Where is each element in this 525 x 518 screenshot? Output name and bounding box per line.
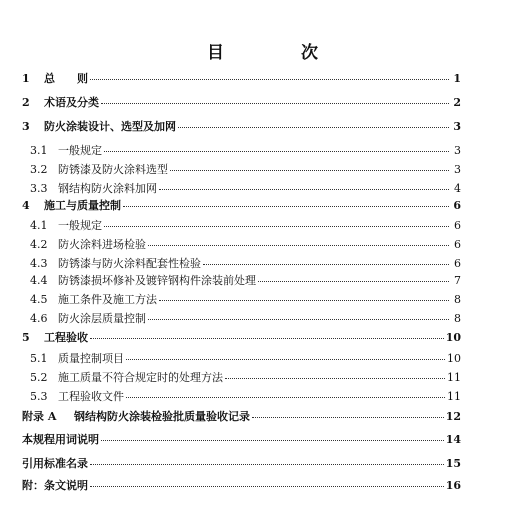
toc-entry[interactable] [30,161,461,175]
toc-entry-page-number: 6 [453,199,461,212]
dot-leader [90,463,444,465]
toc-entry-page-number: 6 [454,257,461,270]
dot-leader [170,169,449,171]
toc-entry-label: 附：条文说明 [22,479,88,492]
toc-entry-label: 一般规定 [58,144,102,157]
toc-entry-page-number: 3 [453,120,461,133]
toc-entry-page-number: 8 [454,293,461,306]
toc-entry-label: 总 则 [44,72,88,85]
toc-entry-label: 施工条件及施工方法 [58,293,157,306]
toc-entry[interactable] [22,197,461,211]
toc-entry-page-number: 11 [447,371,461,384]
toc-entry-page-number: 10 [447,352,461,365]
dot-leader [203,263,449,265]
toc-entry-number: 5.2 [30,371,48,384]
dot-leader [90,337,444,339]
toc-entry[interactable] [22,408,461,422]
toc-entry-page-number: 16 [445,479,461,492]
toc-entry[interactable] [30,180,461,194]
toc-entry-page-number: 4 [454,182,461,195]
dot-leader [123,205,449,207]
toc-entry-label: 施工质量不符合规定时的处理方法 [58,371,223,384]
dot-leader [225,377,445,379]
toc-entry-label: 工程验收 [44,331,88,344]
dot-leader [90,485,444,487]
toc-entry-page-number: 6 [454,238,461,251]
dot-leader [159,299,449,301]
toc-entry-number: 1 [22,72,30,85]
toc-entry[interactable] [30,388,461,402]
dot-leader [101,439,444,441]
toc-entry-number: 4.6 [30,312,48,325]
toc-entry-label: 钢结构防火涂料加网 [58,182,157,195]
toc-entry-label: 术语及分类 [44,96,99,109]
toc-entry[interactable] [22,94,461,108]
toc-entry-label: 防火涂层质量控制 [58,312,146,325]
dot-leader [258,280,449,282]
toc-entry-label: 防锈漆损坏修补及镀锌钢构件涂装前处理 [58,274,256,287]
dot-leader [148,318,449,320]
toc-entry-label: 防锈漆与防火涂料配套性检验 [58,257,201,270]
toc-entry[interactable] [22,431,461,445]
toc-entry-number: 4 [22,199,30,212]
toc-entry[interactable] [22,477,461,491]
toc-entry[interactable] [22,70,461,84]
dot-leader [104,225,449,227]
toc-entry[interactable] [22,329,461,343]
toc-entry-number: 5 [22,331,30,344]
dot-leader [178,126,449,128]
toc-entry[interactable] [22,455,461,469]
toc-entry-label: 钢结构防火涂装检验批质量验收记录 [74,410,250,423]
dot-leader [252,416,444,418]
dot-leader [159,188,449,190]
toc-entry-number: 4.2 [30,238,48,251]
dot-leader [126,396,445,398]
toc-entry-page-number: 14 [445,433,461,446]
toc-entry[interactable] [30,272,461,286]
toc-entry-label: 引用标准名录 [22,457,88,470]
toc-entry-number: 4.1 [30,219,48,232]
toc-entry-page-number: 8 [454,312,461,325]
dot-leader [148,244,449,246]
dot-leader [90,78,449,80]
toc-entry-number: 附录 A [22,410,57,423]
toc-entry-number: 5.1 [30,352,48,365]
toc-entry-label: 工程验收文件 [58,390,124,403]
toc-entry-label: 防锈漆及防火涂料选型 [58,163,168,176]
toc-entry-number: 3.3 [30,182,48,195]
toc-entry[interactable] [30,236,461,250]
toc-entry-number: 3.1 [30,144,48,157]
toc-entry-label: 本规程用词说明 [22,433,99,446]
toc-entry-number: 4.3 [30,257,48,270]
toc-entry-number: 2 [22,96,30,109]
toc-entry-number: 4.4 [30,274,48,287]
toc-entry-page-number: 12 [445,410,461,423]
toc-entry-page-number: 3 [454,163,461,176]
toc-entry-label: 防火涂装设计、选型及加网 [44,120,176,133]
toc-entry-page-number: 10 [445,331,461,344]
toc-entry-number: 5.3 [30,390,48,403]
page-title: 目 次 [207,43,348,63]
toc-entry-page-number: 2 [453,96,461,109]
toc-entry[interactable] [30,255,461,269]
toc-entry-number: 3.2 [30,163,48,176]
toc-entry-number: 4.5 [30,293,48,306]
toc-entry[interactable] [30,291,461,305]
toc-entry-label: 一般规定 [58,219,102,232]
toc-entry-page-number: 3 [454,144,461,157]
toc-entry[interactable] [22,118,461,132]
dot-leader [126,358,445,360]
toc-entry[interactable] [30,369,461,383]
toc-entry[interactable] [30,217,461,231]
toc-entry[interactable] [30,350,461,364]
dot-leader [101,102,449,104]
toc-entry-page-number: 6 [454,219,461,232]
toc-entry-label: 施工与质量控制 [44,199,121,212]
toc-entry-page-number: 11 [447,390,461,403]
toc-entry[interactable] [30,310,461,324]
dot-leader [104,150,449,152]
toc-entry-page-number: 15 [445,457,461,470]
toc-entry-page-number: 7 [454,274,461,287]
toc-entry-page-number: 1 [453,72,461,85]
toc-entry-number: 3 [22,120,30,133]
toc-entry[interactable] [30,142,461,156]
toc-entry-label: 质量控制项目 [58,352,124,365]
toc-entry-label: 防火涂料进场检验 [58,238,146,251]
